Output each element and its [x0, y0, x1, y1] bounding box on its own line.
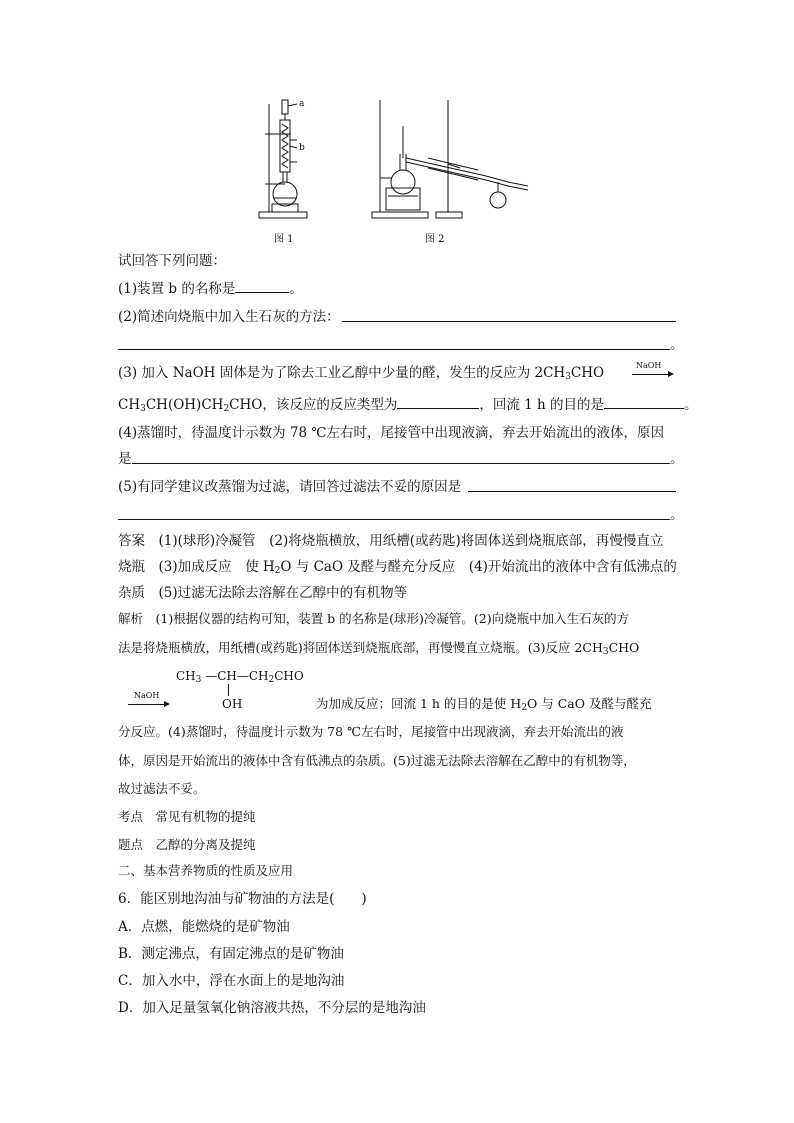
analysis-line-1: 解析 (1)根据仪器的结构可知，装置 b 的名称是(球形)冷凝管。(2)向烧瓶中加入生石灰的方: [118, 611, 630, 626]
answer-blank-1[interactable]: [235, 279, 289, 293]
answer-line-5b[interactable]: [118, 519, 670, 520]
answer-blank-3a[interactable]: [397, 395, 479, 409]
question-intro: 试回答下列问题：: [118, 253, 226, 269]
analysis-line-5: 体，原因是开始流出的液体中含有低沸点的杂质。(5)过滤无法除去溶解在乙醇中的有机物等，: [118, 753, 636, 768]
figure-1-reflux-apparatus: [255, 96, 315, 224]
tidian: 题点 乙醇的分离及提纯: [118, 837, 256, 852]
water-bath: [386, 188, 420, 210]
reaction-condition-naoh: NaOH: [636, 361, 662, 370]
figure-2-caption: 图 2: [425, 234, 445, 245]
structural-formula-main: $CH_3$ $—CH—CH_2CHO$: [176, 669, 304, 685]
stand-base-right: [436, 212, 462, 218]
answer-line-1: 答案 (1)(球形)冷凝管 (2)将烧瓶横放，用纸槽(或药匙)将固体送到烧瓶底部，再慢慢直立: [118, 533, 664, 549]
question-2: (2)简述向烧瓶中加入生石灰的方法：: [118, 309, 340, 325]
receiving-flask: [490, 192, 506, 208]
round-bottom-flask: [273, 182, 297, 206]
question-6-option-b[interactable]: B．测定沸点，有固定沸点的是矿物油: [118, 946, 344, 962]
question-6-option-d[interactable]: D．加入足量氢氧化钠溶液共热，不分层的是地沟油: [118, 1000, 426, 1016]
answer-line-2a[interactable]: [342, 321, 676, 322]
figure-2-distillation-apparatus: [368, 96, 538, 224]
answer-line-3: 杂质 (5)过滤无法除去溶解在乙醇中的有机物等: [118, 585, 408, 601]
reaction-arrow: [632, 374, 672, 375]
answer-line-5a[interactable]: [468, 491, 676, 492]
heater: [272, 204, 298, 212]
question-5: (5)有同学建议改蒸馏为过滤，请回答过滤法不妥的原因是: [118, 479, 462, 495]
answer-line-2: 烧瓶 (3)加成反应 使 $H_2O$ 与 CaO 及醛与醛充分反应 (4)开始流出的液体中含有低沸点的: [118, 559, 677, 576]
stand-base: [259, 212, 307, 218]
question-3-line-1: (3) 加入 NaOH 固体是为了除去工业乙醇中少量的醛，发生的反应为 $2CH_3CHO$: [118, 365, 605, 382]
analysis-line-2: 法是将烧瓶横放，用纸槽(或药匙)将固体送到烧瓶底部，再慢慢直立烧瓶。(3)反应 $2CH_3CHO$: [118, 640, 640, 657]
condenser-tube: [406, 158, 486, 176]
question-4-line-1: (4)蒸馏时，待温度计示数为 78 ℃左右时，尾接管中出现液滴，弃去开始流出的液体，原因: [118, 425, 664, 441]
kaodian: 考点 常见有机物的提纯: [118, 809, 256, 824]
answer-line-2b[interactable]: [118, 349, 670, 350]
stand-base-left: [372, 212, 428, 218]
answer-line-4[interactable]: [132, 463, 670, 464]
question-3-line-2: $CH_3CH(OH)CH_2CHO$，该反应的反应类型为 ，回流 1 h 的目的是 。: [118, 397, 698, 414]
figure-1-label-b: b: [299, 143, 305, 153]
question-4-line-2-prefix: 是: [118, 451, 132, 467]
drying-tube: [282, 100, 288, 114]
analysis-line-3: 为加成反应；回流 1 h 的目的是使 $H_2O$ 与 CaO 及醛与醛充: [316, 696, 652, 713]
question-6-option-c[interactable]: C．加入水中，浮在水面上的是地沟油: [118, 973, 345, 989]
analysis-reaction-arrow: [128, 704, 168, 705]
question-6-stem: 6．能区别地沟油与矿物油的方法是( ): [118, 891, 367, 907]
analysis-reaction-condition: NaOH: [134, 691, 160, 700]
question-1: (1)装置 b 的名称是 。: [118, 281, 303, 297]
analysis-line-6: 故过滤法不妥。: [118, 781, 206, 796]
question-6-option-a[interactable]: A．点燃，能燃烧的是矿物油: [118, 919, 290, 935]
distilling-flask: [391, 170, 415, 194]
figure-1-caption: 图 1: [274, 234, 294, 245]
section-heading-2: 二、基本营养物质的性质及应用: [118, 863, 294, 878]
figure-1-label-a: a: [299, 99, 305, 109]
analysis-line-4: 分反应。(4)蒸馏时，待温度计示数为 78 ℃左右时，尾接管中出现液滴，弃去开始流出的液: [118, 724, 624, 739]
structural-formula-oh: OH: [222, 697, 243, 711]
answer-blank-3b[interactable]: [604, 395, 684, 409]
